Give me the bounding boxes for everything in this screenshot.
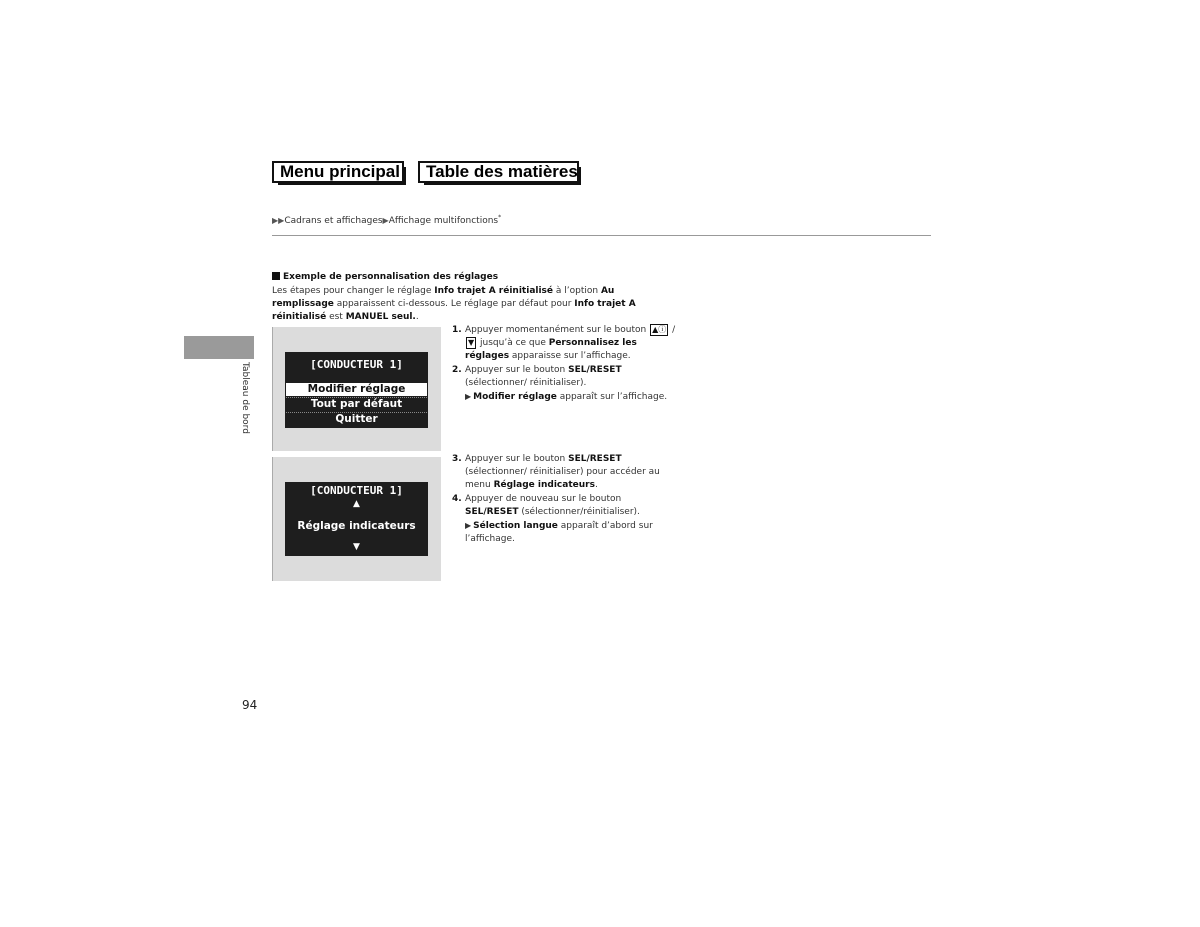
step-number: 2.	[452, 364, 462, 375]
down-arrow-icon: ▼	[353, 542, 360, 552]
footnote-mark: *	[498, 214, 502, 221]
section-title	[272, 272, 498, 282]
result-text: apparaît d’abord sur l’affichage.	[465, 521, 653, 545]
page-number: 94	[242, 698, 258, 712]
step-text: jusqu’à ce que	[477, 338, 549, 349]
steps-group-1	[452, 324, 676, 404]
step-bold: SEL/RESET	[568, 364, 622, 375]
intro-bold: Au remplissage	[272, 286, 615, 310]
display-illustration-2	[272, 457, 441, 581]
step-text: Appuyer momentanément sur le bouton	[465, 325, 650, 335]
chapter-tab	[184, 336, 254, 359]
step-text: (sélectionner/ réinitialiser) pour accéder au menu	[465, 467, 660, 491]
section-title-text: Exemple de personnalisation des réglages	[283, 272, 499, 282]
screen-menu-line: Réglage indicateurs	[297, 520, 416, 532]
step-number: 1.	[452, 325, 462, 335]
intro-text: Les étapes pour changer le réglage	[272, 286, 435, 296]
screen-menu-item: Tout par défaut	[286, 397, 427, 410]
breadcrumb-arrow-icon: ▶	[382, 216, 389, 225]
intro-bold: Info trajet A réinitialisé	[434, 286, 554, 296]
screen-menu-item: Quitter	[286, 412, 427, 425]
step-bold: Réglage indicateurs	[493, 480, 595, 491]
step-number: 3.	[452, 454, 462, 464]
step-2-result	[452, 390, 676, 404]
intro-bold: MANUEL seul.	[345, 312, 416, 323]
up-arrow-icon: ▲	[353, 499, 360, 509]
step-text: Appuyer sur le bouton	[465, 364, 569, 375]
step-text: (sélectionner/ réinitialiser).	[465, 377, 587, 388]
step-bold: SEL/RESET	[465, 506, 519, 517]
step-text: Appuyer sur le bouton	[465, 454, 569, 464]
breadcrumb-arrow-icon: ▶▶	[272, 216, 285, 225]
multi-info-screen	[285, 352, 428, 428]
display-illustration-1	[272, 327, 441, 451]
step-text: .	[594, 480, 598, 491]
main-menu-button[interactable]: Menu principal	[272, 161, 404, 183]
step-4	[452, 493, 676, 519]
step-text: Appuyer de nouveau sur le bouton	[465, 493, 622, 504]
step-text: /	[669, 325, 676, 335]
up-info-button-icon: ▲ⓘ	[652, 325, 667, 334]
multi-info-screen	[285, 482, 428, 556]
screen-menu-item-selected: Modifier réglage	[286, 383, 427, 396]
result-text: apparaît sur l’affichage.	[556, 392, 668, 403]
result-arrow-icon: ▶	[465, 521, 472, 531]
chapter-label: Tableau de bord	[240, 362, 250, 434]
breadcrumb-link-dials[interactable]: Cadrans et affichages	[284, 216, 383, 226]
result-arrow-icon: ▶	[465, 392, 472, 402]
step-bold: SEL/RESET	[568, 454, 622, 464]
intro-text: à l’option	[553, 286, 601, 296]
breadcrumb-link-multi-display[interactable]: Affichage multifonctions	[388, 216, 499, 226]
step-2	[452, 364, 676, 390]
down-button-icon: ▼	[468, 338, 475, 348]
intro-paragraph	[272, 285, 672, 325]
header-divider	[272, 235, 931, 236]
breadcrumb	[272, 214, 501, 226]
step-1	[452, 324, 676, 364]
step-bold: Personnalisez les réglages	[465, 338, 637, 362]
screen-title: [CONDUCTEUR 1]	[310, 358, 403, 371]
table-of-contents-button[interactable]: Table des matières	[418, 161, 579, 183]
step-text: apparaisse sur l’affichage.	[509, 351, 631, 362]
step-text: (sélectionner/réinitialiser).	[518, 506, 640, 517]
screen-title: [CONDUCTEUR 1]	[310, 484, 403, 497]
step-3	[452, 453, 676, 493]
intro-text: apparaissent ci-dessous. Le réglage par défaut pour	[333, 299, 575, 310]
intro-bold: Info trajet A réinitialisé	[272, 299, 636, 323]
square-bullet-icon	[272, 272, 280, 280]
result-bold: Sélection langue	[473, 521, 558, 532]
step-4-result	[452, 519, 676, 546]
step-number: 4.	[452, 493, 462, 504]
result-bold: Modifier réglage	[473, 392, 557, 403]
intro-text: .	[415, 312, 419, 323]
steps-group-2	[452, 453, 676, 546]
intro-text: est	[326, 312, 346, 323]
